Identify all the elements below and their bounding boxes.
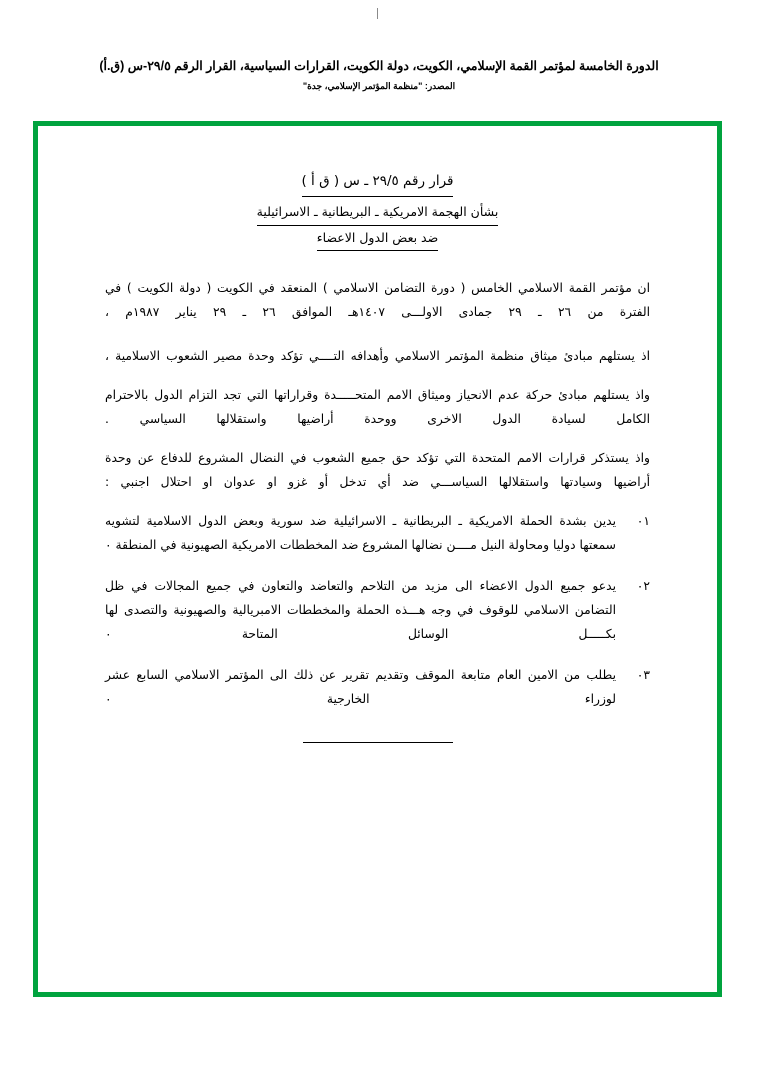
header-source: المصدر: "منظمة المؤتمر الإسلامي، جدة" xyxy=(302,80,456,91)
list-item xyxy=(105,510,650,558)
document-body xyxy=(43,131,712,987)
list-item-number: ٠٢ xyxy=(636,579,650,594)
list-item-number: ٠١ xyxy=(636,514,650,529)
list-item xyxy=(105,664,650,712)
list-item-number: ٠٣ xyxy=(636,668,650,683)
resolution-subject-line-2 xyxy=(105,226,650,252)
resolution-number-text: قرار رقم ٢٩/٥ ـ س ( ق أ ) xyxy=(302,169,454,197)
clause-paragraph-2: واذ يستلهم مبادئ حركة عدم الانحياز وميثاق الامم المتحـــــدة وقراراتها التي تجد التزام الدول بالاحترام الكامل لسيادة الدول الاخرى ووحدة أراضيها واستقلالها السياسي . xyxy=(105,388,650,427)
resolution-subject-line-1-text: بشأن الهجمة الامريكية ـ البريطانية ـ الاسرائيلية xyxy=(257,199,499,226)
resolution-subject-line-2-text: ضد بعض الدول الاعضاء xyxy=(317,226,438,252)
clause-paragraph-3: واذ يستذكر قرارات الامم المتحدة التي تؤكد حق جميع الشعوب في النضال المشروع للدفاع عن وحدة أراضيها وسيادتها واستقلالها السياســـي ضد أي تدخل أو غزو او عدوان او احتلال اجنبي : xyxy=(105,451,650,490)
resolution-number xyxy=(105,169,650,197)
header-title: الدورة الخامسة لمؤتمر القمة الإسلامي، الكويت، دولة الكويت، القرارات السياسية، القرار الرقم ٢٩/٥-س (ق.أ) xyxy=(99,59,659,73)
list-item-text: يدعو جميع الدول الاعضاء الى مزيد من التلاحم والتعاضد والتعاون في جميع المجالات في ظل التضامن الاسلامي للوقوف في وجه هـــذه الحملة والمخططات الامبريالية والصهيونية والتصدى لها بكـــــل الوسائل المتاحة ٠ xyxy=(105,579,616,642)
page-top-tick-mark xyxy=(377,8,378,19)
list-item-text: يدين بشدة الحملة الامريكية ـ البريطانية ـ الاسرائيلية ضد سورية وبعض الدول الاسلامية لتشويه سمعتها دوليا ومحاولة النيل مــــن نضالها المشروع ضد المخططات الامريكية الصهيونية في المنطقة ٠ xyxy=(105,514,616,553)
clause-paragraph-1: اذ يستلهم مبادئ ميثاق منظمة المؤتمر الاسلامي وأهدافه التــــي تؤكد وحدة مصير الشعوب الاسلامية ، xyxy=(105,349,650,364)
resolution-items-list xyxy=(105,510,650,712)
preamble-paragraph: ان مؤتمر القمة الاسلامي الخامس ( دورة التضامن الاسلامي ) المنعقد في الكويت ( دولة الكويت ) في الفترة من ٢٦ ـ ٢٩ جمادى الاولـــى ١٤٠٧هـ الموافق ٢٦ ـ ٢٩ يناير ١٩٨٧م ، xyxy=(105,281,651,320)
document-header xyxy=(0,58,758,92)
list-item-text: يطلب من الامين العام متابعة الموقف وتقديم تقرير عن ذلك الى المؤتمر الاسلامي السابع عشر لوزراء الخارجية ٠ xyxy=(105,668,616,706)
resolution-subject-line-1 xyxy=(105,199,650,226)
bottom-divider xyxy=(303,742,453,743)
list-item xyxy=(105,575,650,647)
